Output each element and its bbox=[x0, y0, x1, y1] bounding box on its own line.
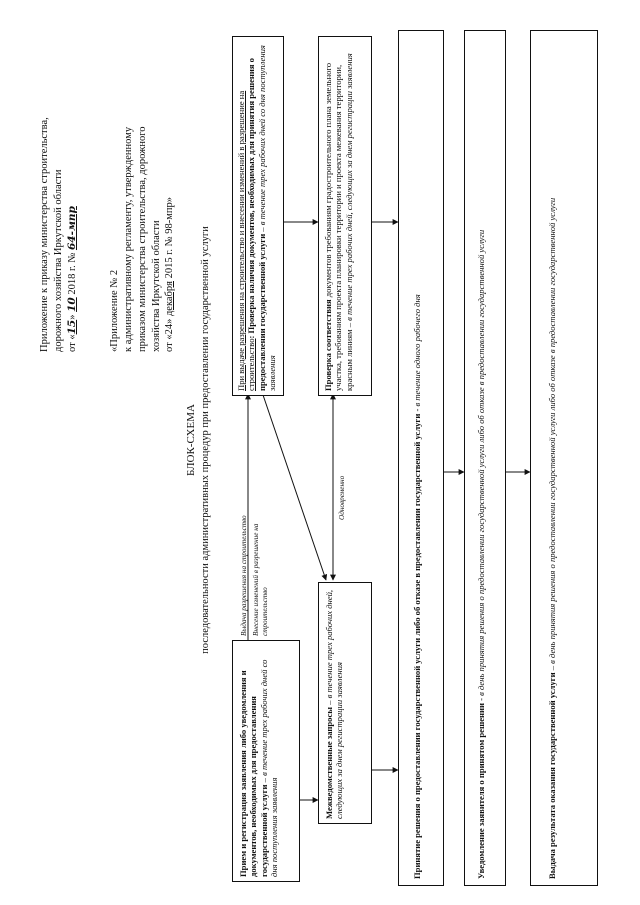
label-simultaneous: Одновременно bbox=[338, 475, 346, 520]
label-changes: Внесение изменений в разрешение на строительство bbox=[252, 523, 269, 636]
label-permit: Выдача разрешения на строительство bbox=[240, 515, 248, 636]
step-reception-registration: Прием и регистрация заявления либо уведомления и документов, необходимых для предоставления государственной услуги – в течение трех рабочих дней со дня поступления заявления bbox=[232, 640, 300, 882]
appendix-line-3: приказом министерства строительства, дорожного bbox=[136, 126, 148, 352]
step-decision: Принятие решения о предоставлении государственной услуги либо об отказе в предоставлении государственной услуги - в течение одного рабочего дня bbox=[398, 30, 444, 886]
step-document-check: При выдаче разрешения на строительство и внесении изменений в разрешение на строительство: Проверка наличия документов, необходимых для принятия решения о предоставлении государственной услуги – в течение трех рабочих дней со дня поступления заявления bbox=[232, 36, 284, 396]
appendix-line-5: от «24» декабря 2015 г. № 98-мпр» bbox=[164, 196, 176, 352]
step-notification: Уведомление заявителя о принятом решении - в день принятия решения о предоставлении государственной услуги либо об отказе в предоставлении государственной услуги bbox=[464, 30, 506, 886]
step-compliance-check: Проверка соответствия документов требованиям градостроительного плана земельного участка, требованиям проекта планировки территории и проекта межевания территории, красным линиям – в течение трех рабочих дней, следующих за днем регистрации заявления bbox=[318, 36, 372, 396]
handwritten-order-number: 64-мпр bbox=[65, 206, 78, 251]
handwritten-month: 10 bbox=[65, 297, 78, 312]
header-line-2: дорожного хозяйства Иркутской области bbox=[52, 169, 64, 352]
title-main: БЛОК-СХЕМА bbox=[185, 404, 197, 476]
header-line-1: Приложение к приказу министерства строительства, bbox=[39, 117, 50, 352]
step-result-issuance: Выдача результата оказания государственной услуги – в день принятия решения о предоставлении государственной услуги либо об отказе в предоставлении государственной услуги bbox=[530, 30, 598, 886]
header-line-3: от «15» 10 2018 г. № 64-мпр bbox=[65, 206, 78, 352]
step-interdepartmental-requests: Межведомственные запросы – в течение трех рабочих дней, следующих за днем регистрации заявления bbox=[318, 582, 372, 824]
appendix-title: «Приложение № 2 bbox=[109, 269, 120, 352]
handwritten-day: 15 bbox=[65, 319, 78, 335]
title-sub: последовательности административных процедур при предоставлении государственной услуги bbox=[199, 226, 211, 654]
appendix-line-4: хозяйства Иркутской области bbox=[150, 220, 162, 352]
appendix-line-2: к административному регламенту, утвержденному bbox=[122, 126, 134, 352]
